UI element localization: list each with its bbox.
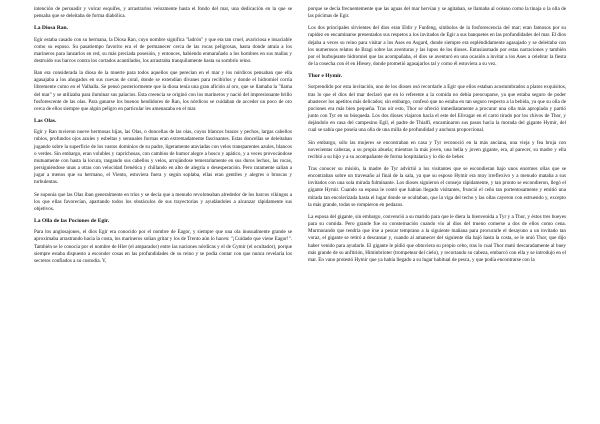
paragraph-thor-3: Tras conocer su misión, la madre de Tyr advirtió a los visitantes que se escondieran bajo unos enormes ollas que se encontraban sobre un travesaño al final de la sala, ya que su esposo Hymir era muy irreflexivo y a menudo mataba a sus invitados con una sola mirada fulminante. Los dioses siguieron el consejo rápidamente, y tan pronto se escondieron, llegó el gigante Hymir. Cuando su esposa le contó que habían llegado visitantes, frunció el ceño tan portentosamente y emitió una mirada tan encolerizada hasta el lugar donde se ocultaban, que la viga del techo y las ollas cayeron con estruendo y, excepto la más grande, todas se rompieron en pedazos. [308, 166, 566, 208]
right-column [308, 6, 566, 269]
left-column [34, 6, 292, 270]
paragraph-thor-1: Sorprendido por esta invitación, uno de los dioses osó recordarle a Egir que ellos estaban acostumbrados a platos exquisitos, tras lo que el dios del mar declaró que en lo referente a la comida no debía preocuparse, ya que estaba seguro de poder abastecer los apetitos más delicados; sin embargo, confesó que no estaba en tan seguro respecto a la bebida, ya que su olla de pociones era más bien pequeña. Tras oír esto, Thor se ofreció inmediatamente a procurar una olla más apropiada y partió junto con Tyr en su búsqueda. Los dos dioses viajaron hacia el este del Elivagar en el carro tirado por los chivos de Thor, y dejándolo en casa del campesino Egil, el padre de Thialfi, encaminaron sus pasos hacia la morada del gigante Hymir, del cual se sabía que poseía una olla de una milla de profundidad y anchura proporcional. [308, 84, 566, 134]
heading-olla-pociones: La Olla de las Pociones de Egir. [34, 218, 110, 224]
paragraph-thor-4: La esposa del gigante, sin embargo, convenció a su marido para que le diera la bienvenida a Tyr y a Thor, y éstos tres bueyes para su comida. Pero grande fue su consternación cuando vio al dios del trueno comerse a dos de ellos como cena. Murmurando que tendría que irse a pescar temprano a la siguiente mañana para procurarle el desayuno a un invitado tan voraz, el gigante se retiró a descansar y, cuando al amanecer del siguiente día bajó hasta la costa, se le unió Thor, que dijo haber venido para ayudarle. El gigante le pidió que obtuviera su propio cebo, tras lo cual Thor mató descaradamente al buey más grande de su anfitrión, Himinbrioter (trompetear del cielo), y recortando su cabeza, embarcó con ella y se introdujo en el mar. En vano protestó Hymir que ya había llegado a su lugar habitual de pesca, y que podía encontrarse con la [308, 213, 566, 263]
paragraph-ran-1: Egir estaba casado con su hermana, la Diosa Ran, cuyo nombre significa "ladrón" y que era tan cruel, avariciosa e insaciable como su esposo. Su pasatiempo favorito era el de permanecer cerca de las rocas peligrosas, hasta donde atraía a los marineros para lanzarlos en red, su más preciada posesión, y entonces, habiendo enmarañado a los hombres en sus mallas y destruido sus barcos contra los cortados acantilados, los arrastraba tranquilamente hasta su sombrío reino. [34, 36, 292, 64]
paragraph-olla: Para los anglosajones, el dios Egir era conocido por el nombre de Eagor, y siempre que una ola inusualmente grande se aproximaba arrastrando hacia la costa, los marineros solían gritar y los de Trento aún lo hacen: "¡Cuidado que viene Eagor!". También se le conocía por el nombre de Hler (el amparador) entre las naciones nórdicas y el de Gymir (el ocultador), porque siempre estaba dispuesto a esconder cosas en las profundidades de su reino y se podía contar con que nunca revelaría los secretos confiados a su custodia. Y, [34, 229, 292, 264]
heading-las-olas: Las Olas. [34, 118, 57, 125]
paragraph-thor-2: Sin embargo, sólo las mujeres se encontraban en casa y Tyr reconoció en la más anciana, una vieja y fea bruja con novecientas cabezas, a su propia abuela; mientras la más joven, una bella y joven gigante, era, al parecer, su madre y ella recibió a su hijo y a su acompañante de forma hospitalaria y lo dio de beber. [308, 139, 566, 160]
paragraph-intro-right: porque se decía frecuentemente que las aguas del mar hervían y se agitaban, se llamaba al océano como la tinaja o la olla de las pócimas de Egir. [308, 6, 566, 20]
paragraph-olas-2: Se suponía que las Olas iban generalmente en tríos y se decía que a menudo revoloteaban alrededor de los barcos vikingos a los que ellas favorecían, apartando todos los obstáculos de sus trayectorias y ayudándoles a alcanzar rápidamente sus objetivos. [34, 191, 292, 212]
heading-diosa-ran: La Diosa Ran. [34, 25, 69, 32]
paragraph-ran-2: Ran era considerada la diosa de la muerte para todos aquellos que perecían en el mar y los nórdicos pensaban que ella agasajaba a los ahogados en sus cuevas de coral, donde se extendían divanes para recibirlos y donde el hidromiel corría libremente como en el Valhalla. Se pensó posteriormente que la diosa tenía una gran afición al oro, que se llamaba la "llama del mar" y se utilizaba para iluminar sus palacios. Esta creencia se originó con los marineros y nació del impresionante brillo fosforescente de las olas. Para ganarse los buenos hendidores de Ran, los nórdicos se cuidaban de acceder un poco de oro cerca de ellos siempre que algún peligro en particular les amenazaba en el mar. [34, 70, 292, 112]
heading-thor-hymir: Thor e Hymir. [308, 73, 343, 80]
paragraph-olas-1: Egir y Ran tuvieron nueve hermosas hijas, las Olas, o doncellas de las olas, cuyos blancos brazos y pechos, largas cabellos rubios, profundos ojos azules y esbeltas y sensuales formas eran extremadamente fascinantes. Estas doncellas se deleitaban jugando sobre la superficie de los vastos dominios de su padre, ligeramente ataviadas con velos transparentes azules, blancos o verdes. Sin embargo, eran volubles y caprichosas, con cambios de humor alegre a hosco y apático, y a veces provocándose mutuamente con hasta la locura, rasgando sus cabellos y velos, arrojándose temerariamente en sus duros lechos, las rocas, persiguiéndose unas a otras con velocidad frenética y chillando en alto de alegría o desesperación. Pero raramente salían a jugar a menos que su hermano, el Viento, estuviera fuera y según soplaba, ellas eran gentiles y alegres o bruscas y turbulentas. [34, 129, 292, 186]
paragraph-intro-left: intención de persuadir y volcar esquifes, y arrastrarlos velozmente hasta el fondo del mar, una dedicación en la que se pensaba que se deleitaba de forma diabólica. [34, 6, 292, 20]
paragraph-sirvientes: Los dos principales sirvientes del dios eran Eldir y Funfeng, símbolos de la fosforescencia del mar; eran famosos por su rapidez en encaminarse presentados sus respetos a los invitados de Egir a sus banquetes en las profundidades del mar. El dios dejaba a veces su reino para visitar a los Ases en Asgard, donde siempre era espléndidamente agasajado y se deleitaba con los numerosos relatos de Bragi sobre las aventuras y las lupos de los dioses. Entusiasmado por estas narraciones y también por el burbujeante hidromiel que las acompañaba, el dios se aventuró en una ocasión a invitar a los Ases a celebrar la fiesta de la cosecha con él en Hlesey, donde prometió agasajarlos tal y como él estuviera a su vez. [308, 25, 566, 68]
